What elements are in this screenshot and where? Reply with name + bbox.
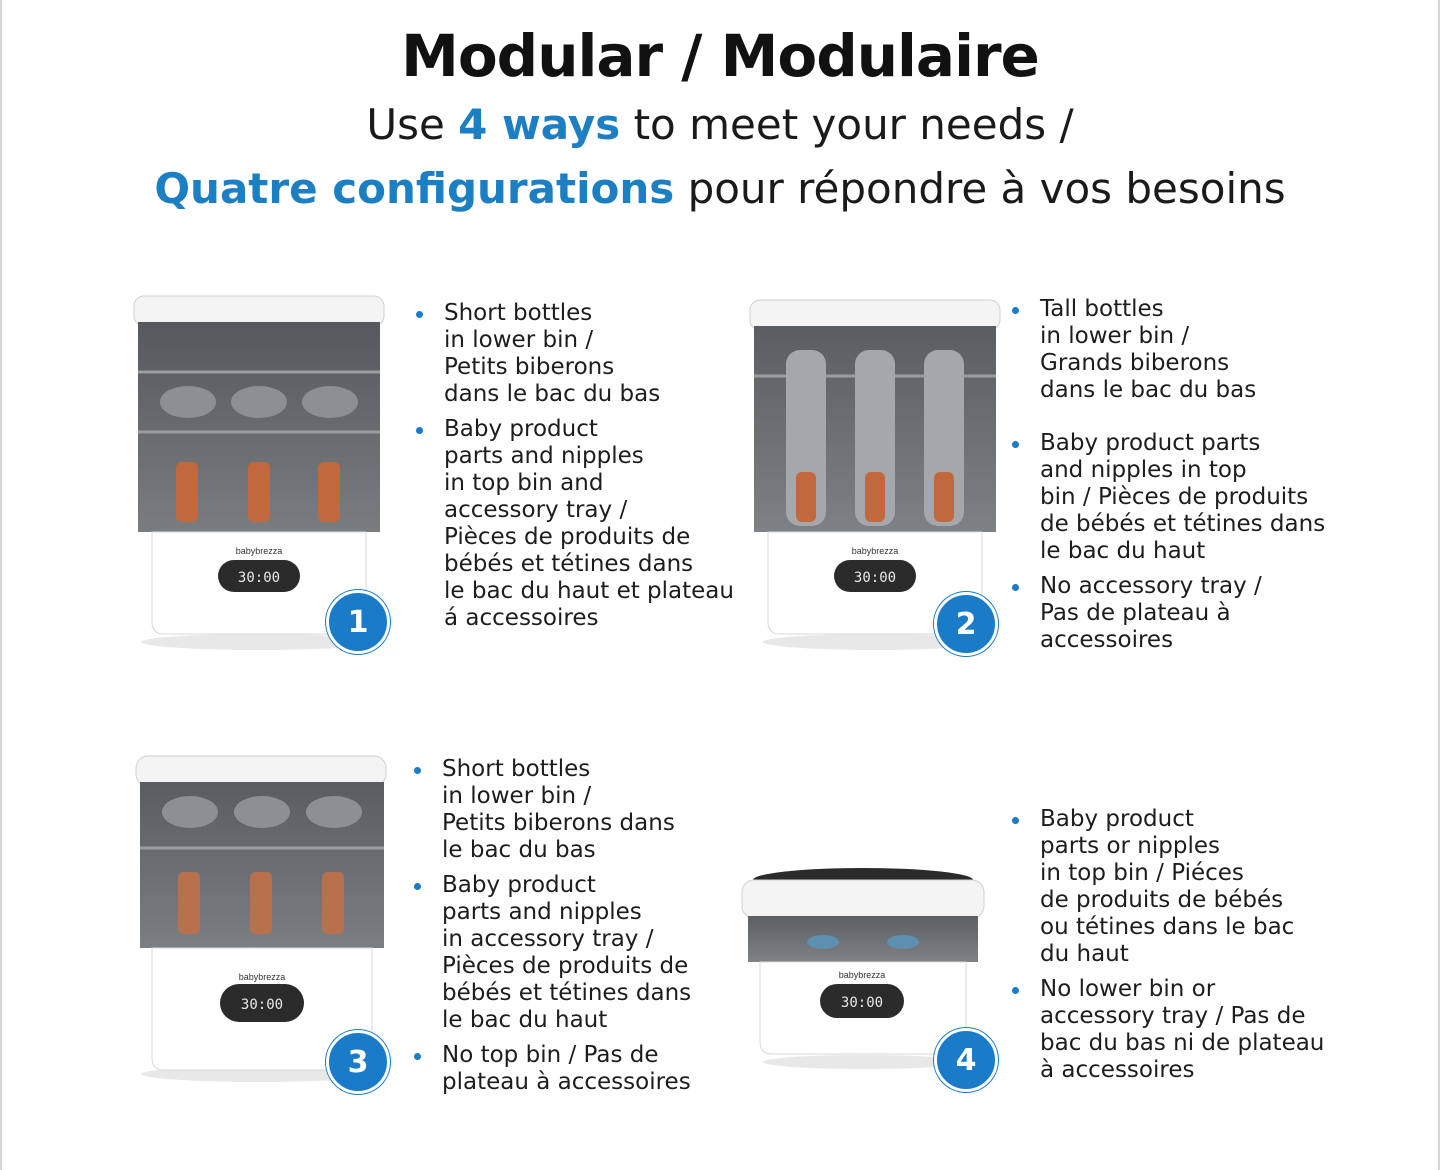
bullet-line: in lower bin /: [442, 783, 592, 809]
bullet-line: Baby product: [444, 416, 598, 442]
bullet-line: plateau à accessoires: [442, 1069, 691, 1095]
bullet-line: Petits biberons: [444, 354, 615, 380]
config-1-bullets: [416, 300, 736, 640]
bullet-line: du haut: [1040, 941, 1129, 967]
bullet-line: Baby product: [442, 872, 596, 898]
bullet-line: le bac du haut: [1040, 538, 1206, 564]
config-badge-2: 2: [934, 592, 998, 656]
bullet-line: le bac du haut et plateau: [444, 578, 734, 604]
config-3-bullets: [414, 756, 734, 1104]
bullet-line: accessory tray / Pas de: [1040, 1003, 1306, 1029]
bullet-line: accessoires: [1040, 627, 1174, 653]
subtitle-fr-suffix: pour répondre à vos besoins: [674, 164, 1286, 213]
bullet-line: de produits de bébés: [1040, 887, 1284, 913]
bullet-line: le bac du bas: [442, 837, 596, 863]
bullet-item: [1012, 430, 1332, 565]
bullet-line: Short bottles: [444, 300, 593, 326]
bullet-line: dans le bac du bas: [1040, 377, 1257, 403]
subtitle-en-highlight: 4 ways: [458, 100, 621, 149]
bullet-line: Pièces de produits de: [444, 524, 691, 550]
bullet-line: Tall bottles: [1040, 296, 1164, 322]
bullet-line: bébés et tétines dans: [444, 551, 694, 577]
bullet-line: in top bin / Piéces: [1040, 860, 1244, 886]
bullet-item: [1012, 573, 1332, 654]
bullet-item: [414, 872, 734, 1034]
display-readout: 30:00: [240, 997, 284, 1013]
brand-label: babybrezza: [851, 546, 899, 556]
display-readout: 30:00: [853, 570, 897, 586]
bullet-line: de bébés et tétines dans: [1040, 511, 1326, 537]
bullet-line: No lower bin or: [1040, 976, 1216, 1002]
config-4-bullets: [1012, 806, 1332, 1092]
subtitle-fr-highlight: Quatre configurations: [154, 164, 675, 213]
bullet-line: parts or nipples: [1040, 833, 1220, 859]
bullet-line: No accessory tray /: [1040, 573, 1262, 599]
bullet-line: à accessoires: [1040, 1057, 1195, 1083]
display-readout: 30:00: [237, 570, 281, 586]
bullet-line: Pièces de produits de: [442, 953, 689, 979]
brand-label: babybrezza: [838, 970, 886, 980]
brand-label: babybrezza: [235, 546, 283, 556]
bullet-line: Petits biberons dans: [442, 810, 675, 836]
bullet-line: ou tétines dans le bac: [1040, 914, 1295, 940]
bullet-item: [1012, 296, 1332, 404]
display-readout: 30:00: [840, 995, 884, 1011]
subtitle-english: [0, 100, 1440, 149]
bullet-line: in lower bin /: [444, 327, 594, 353]
bullet-line: dans le bac du bas: [444, 381, 661, 407]
bullet-item: [1012, 806, 1332, 968]
bullet-line: bin / Pièces de produits: [1040, 484, 1309, 510]
bullet-line: parts and nipples: [444, 443, 644, 469]
bullet-item: [1012, 976, 1332, 1084]
bullet-item: [416, 416, 736, 632]
bullet-line: in accessory tray /: [442, 926, 654, 952]
bullet-line: accessory tray /: [444, 497, 628, 523]
bullet-line: in top bin and: [444, 470, 604, 496]
config-badge-1: 1: [326, 590, 390, 654]
bullet-item: [414, 1042, 734, 1096]
bullet-line: bébés et tétines dans: [442, 980, 692, 1006]
bullet-line: Baby product: [1040, 806, 1194, 832]
bullet-line: le bac du haut: [442, 1007, 608, 1033]
config-badge-3: 3: [326, 1030, 390, 1094]
bullet-line: in lower bin /: [1040, 323, 1190, 349]
bullet-item: [414, 756, 734, 864]
subtitle-french: [0, 164, 1440, 213]
bullet-line: Grands biberons: [1040, 350, 1230, 376]
bullet-line: parts and nipples: [442, 899, 642, 925]
subtitle-en-prefix: Use: [366, 100, 459, 149]
config-2-bullets: [1012, 296, 1332, 662]
subtitle-en-suffix: to meet your needs /: [620, 100, 1074, 149]
page-title: Modular / Modulaire: [401, 22, 1039, 90]
bullet-line: bac du bas ni de plateau: [1040, 1030, 1325, 1056]
config-badge-4: 4: [934, 1028, 998, 1092]
bullet-line: Baby product parts: [1040, 430, 1261, 456]
bullet-line: No top bin / Pas de: [442, 1042, 659, 1068]
bullet-line: Short bottles: [442, 756, 591, 782]
bullet-item: [416, 300, 736, 408]
brand-label: babybrezza: [238, 972, 286, 982]
bullet-line: Pas de plateau à: [1040, 600, 1231, 626]
bullet-line: and nipples in top: [1040, 457, 1247, 483]
bullet-line: á accessoires: [444, 605, 599, 631]
